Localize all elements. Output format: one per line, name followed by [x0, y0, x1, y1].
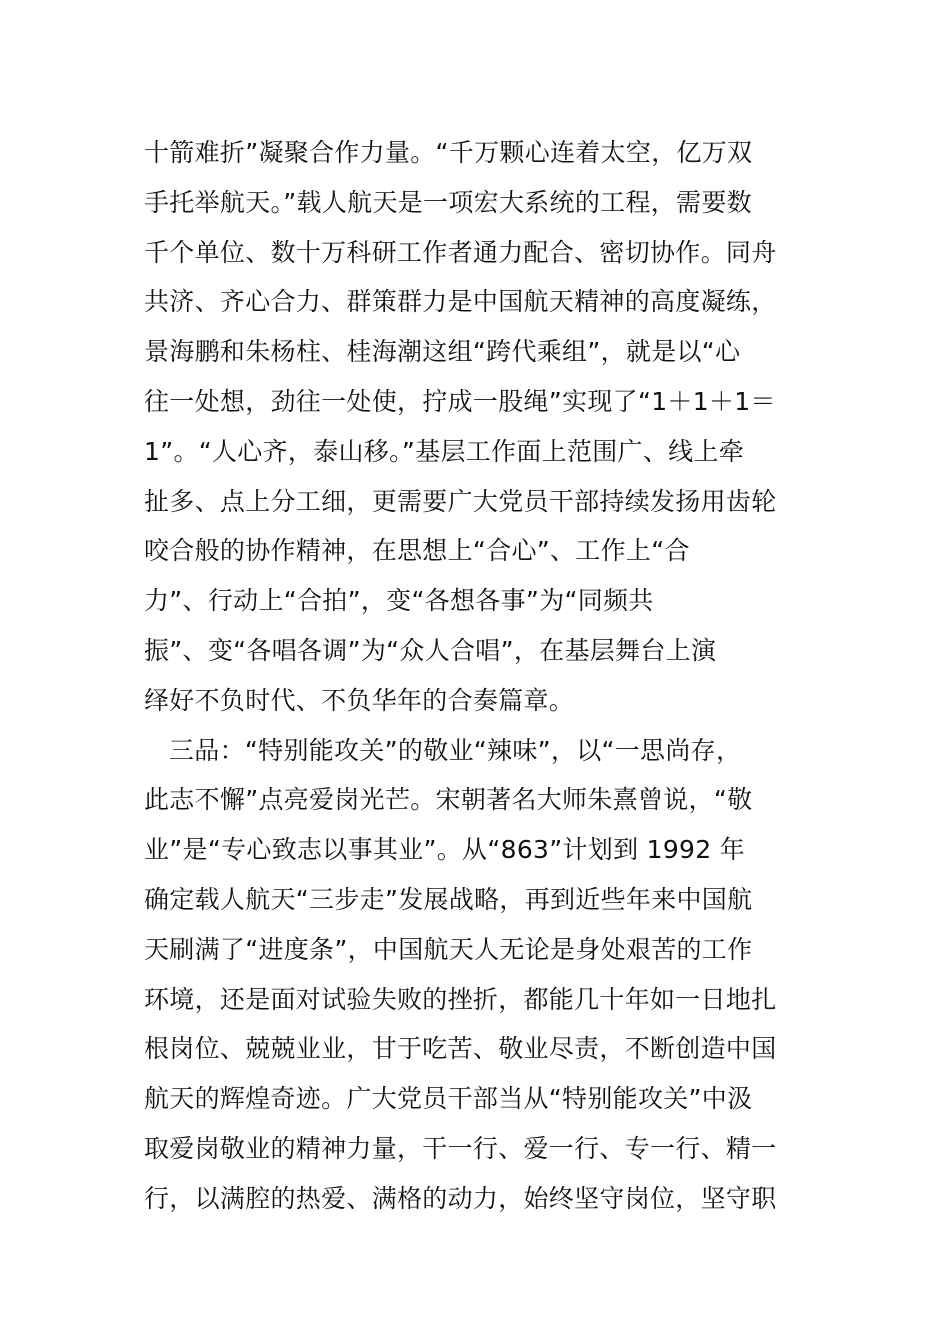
- text-line: 行，以满腔的热爱、满格的动力，始终坚守岗位，坚守职: [144, 1183, 777, 1213]
- text-line: 根岗位、兢兢业业，甘于吃苦、敬业尽责，不断创造中国: [144, 1034, 777, 1064]
- text-line: 天刷满了“进度条”，中国航天人无论是身处艰苦的工作: [144, 934, 753, 964]
- text-line: 确定载人航天“三步走”发展战略，再到近些年来中国航: [144, 884, 753, 914]
- text-line: 景海鹏和朱杨柱、桂海潮这组“跨代乘组”，就是以“心: [144, 337, 741, 367]
- text-line: 十箭难折”凝聚合作力量。“千万颗心连着太空，亿万双: [144, 138, 753, 167]
- text-line: 千个单位、数十万科研工作者通力配合、密切协作。同舟: [144, 237, 777, 267]
- text-line: 环境，还是面对试验失败的挫折，都能几十年如一日地扎: [144, 984, 777, 1014]
- text-line: 扯多、点上分工细，更需要广大党员干部持续发扬用齿轮: [144, 486, 777, 516]
- text-line: 1”。“人心齐，泰山移。”基层工作面上范围广、线上牵: [144, 436, 745, 466]
- text-line: 共济、齐心合力、群策群力是中国航天精神的高度凝练，: [144, 287, 777, 317]
- text-line: 取爱岗敬业的精神力量，干一行、爱一行、专一行、精一: [144, 1133, 777, 1163]
- paragraph-start-line: 三品：“特别能攻关”的敬业“辣味”，以“一思尚存，: [169, 735, 742, 765]
- text-line: 手托举航天。”载人航天是一项宏大系统的工程，需要数: [144, 187, 752, 217]
- text-line: 业”是“专心致志以事其业”。从“863”计划到 1992 年: [144, 835, 745, 865]
- text-line: 振”、变“各唱各调”为“众人合唱”，在基层舞台上演: [144, 635, 717, 665]
- text-line: 此志不懈”点亮爱岗光芒。宋朝著名大师朱熹曾说，“敬: [144, 785, 753, 815]
- text-line: 力”、行动上“合拍”，变“各想各事”为“同频共: [144, 586, 654, 616]
- text-line: 咬合般的协作精神，在思想上“合心”、工作上“合: [144, 536, 690, 566]
- text-line: 航天的辉煌奇迹。广大党员干部当从“特别能攻关”中汲: [144, 1084, 753, 1114]
- body-text: [144, 128, 809, 1224]
- text-line: 绎好不负时代、不负华年的合奏篇章。: [144, 685, 575, 715]
- text-line: 往一处想，劲往一处使，拧成一股绳”实现了“1＋1＋1＝: [144, 386, 776, 416]
